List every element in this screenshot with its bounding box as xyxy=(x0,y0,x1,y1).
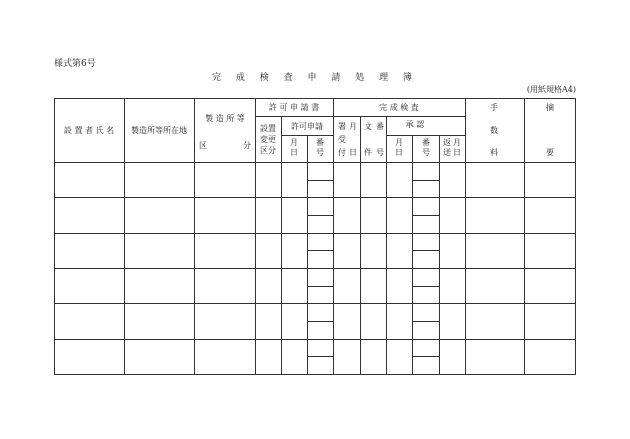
header-doc-3: 件 xyxy=(364,148,372,157)
header-approval-number-1: 番 xyxy=(422,138,430,147)
header-permit-number-2: 号 xyxy=(316,148,324,157)
header-factory-type: 製 造 所 等 xyxy=(205,114,245,123)
header-received-5: 日 xyxy=(349,148,357,157)
header-return-2: 送 xyxy=(443,148,451,157)
document-title: 完 成 検 査 申 請 処 理 簿 xyxy=(212,73,418,83)
header-install-change-1: 設置 xyxy=(260,124,276,133)
header-approval-day: 日 xyxy=(395,148,403,157)
table-frame xyxy=(55,99,576,375)
form-number: 様式第6号 xyxy=(54,59,96,69)
header-approval-number-2: 号 xyxy=(422,148,430,157)
header-doc-4: 号 xyxy=(376,148,384,157)
header-permit-number-1: 番 xyxy=(316,138,324,147)
header-return-1: 返 xyxy=(443,138,451,147)
header-return-3: 月 xyxy=(453,138,461,147)
header-doc-1: 文 xyxy=(364,122,372,131)
header-permit-application: 許可申請 xyxy=(291,122,323,131)
header-applicant-name: 設 置 者 氏 名 xyxy=(63,126,115,135)
header-received-3: 受 xyxy=(338,135,346,144)
header-received-4: 付 xyxy=(338,148,346,157)
header-fee-1: 手 xyxy=(490,103,498,112)
header-completion-inspection: 完 成 検 査 xyxy=(379,103,419,112)
header-install-change-3: 区分 xyxy=(260,146,276,155)
header-install-change-2: 変更 xyxy=(260,135,276,144)
header-permit-register: 許 可 申 請 書 xyxy=(268,103,320,112)
header-permit-day: 日 xyxy=(290,148,298,157)
header-permit-month: 月 xyxy=(290,138,298,147)
header-remarks-2: 要 xyxy=(546,148,554,157)
header-remarks-1: 摘 xyxy=(546,103,554,112)
header-doc-2: 番 xyxy=(376,122,384,131)
header-factory-address: 製造所等所在地 xyxy=(131,126,187,135)
header-received-1: 署 xyxy=(338,122,346,131)
header-factory-type-bun: 分 xyxy=(243,141,251,150)
header-approval: 承 認 xyxy=(405,120,425,129)
header-received-2: 月 xyxy=(349,122,357,131)
header-fee-2: 数 xyxy=(490,126,498,135)
header-factory-type-ku: 区 xyxy=(199,141,207,150)
header-approval-month: 月 xyxy=(395,138,403,147)
paper-size-note: (用紙規格A4) xyxy=(526,85,576,94)
table-grid xyxy=(55,99,576,375)
header-fee-3: 料 xyxy=(490,148,498,157)
header-return-4: 日 xyxy=(453,148,461,157)
